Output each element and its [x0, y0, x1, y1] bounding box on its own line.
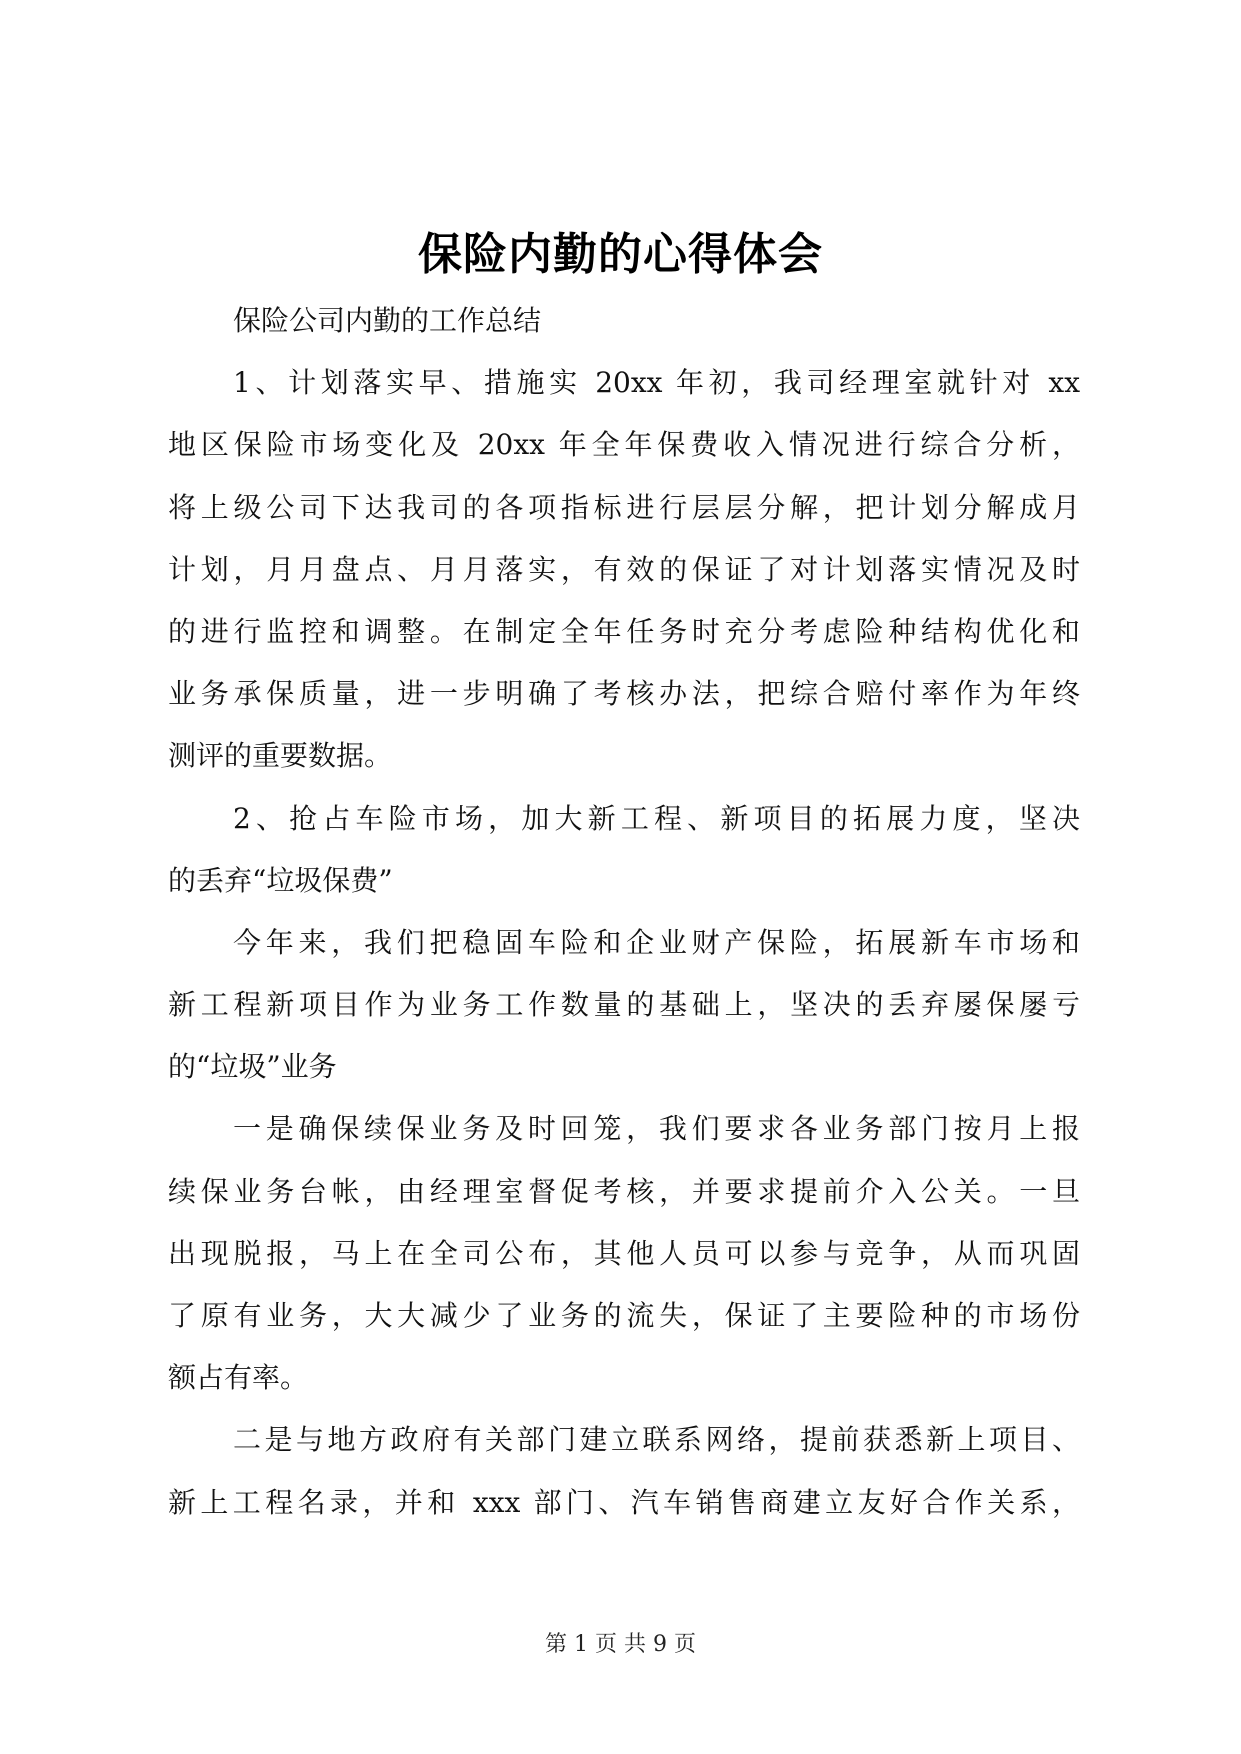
text-line: 新工程新项目作为业务工作数量的基础上，坚决的丢弃屡保屡亏 — [168, 988, 1080, 1022]
text-line: 新上工程名录，并和 xxx 部门、汽车销售商建立友好合作关系， — [168, 1485, 1080, 1519]
text-line: 续保业务台帐，由经理室督促考核，并要求提前介入公关。一旦 — [168, 1174, 1080, 1208]
text-line: 额占有率。 — [168, 1361, 309, 1395]
text-line: 二是与地方政府有关部门建立联系网络，提前获悉新上项目、 — [233, 1423, 1080, 1457]
text-line: 的丢弃“垃圾保费” — [168, 863, 393, 897]
document-body — [168, 290, 1080, 1534]
text-line: 测评的重要数据。 — [168, 739, 393, 773]
text-line: 地区保险市场变化及 20xx 年全年保费收入情况进行综合分析， — [168, 428, 1080, 462]
text-line: 计划，月月盘点、月月落实，有效的保证了对计划落实情况及时 — [168, 552, 1080, 586]
text-line: 出现脱报，马上在全司公布，其他人员可以参与竞争，从而巩固 — [168, 1236, 1080, 1270]
text-line: 的“垃圾”业务 — [168, 1050, 337, 1084]
text-line: 1、计划落实早、措施实 20xx 年初，我司经理室就针对 xx — [233, 366, 1080, 400]
section-heading: 保险公司内勤的工作总结 — [233, 304, 542, 337]
text-line: 今年来，我们把稳固车险和企业财产保险，拓展新车市场和 — [233, 925, 1080, 959]
text-line: 2、抢占车险市场，加大新工程、新项目的拓展力度，坚决 — [233, 801, 1080, 835]
page-footer: 第 1 页 共 9 页 — [545, 1632, 696, 1657]
text-line: 业务承保质量，进一步明确了考核办法，把综合赔付率作为年终 — [168, 677, 1080, 711]
text-line: 了原有业务，大大减少了业务的流失，保证了主要险种的市场份 — [168, 1299, 1080, 1332]
text-line: 将上级公司下达我司的各项指标进行层层分解，把计划分解成月 — [168, 490, 1080, 524]
text-line: 一是确保续保业务及时回笼，我们要求各业务部门按月上报 — [233, 1112, 1080, 1146]
document-title: 保险内勤的心得体会 — [418, 229, 823, 280]
text-line: 的进行监控和调整。在制定全年任务时充分考虑险种结构优化和 — [168, 614, 1080, 648]
